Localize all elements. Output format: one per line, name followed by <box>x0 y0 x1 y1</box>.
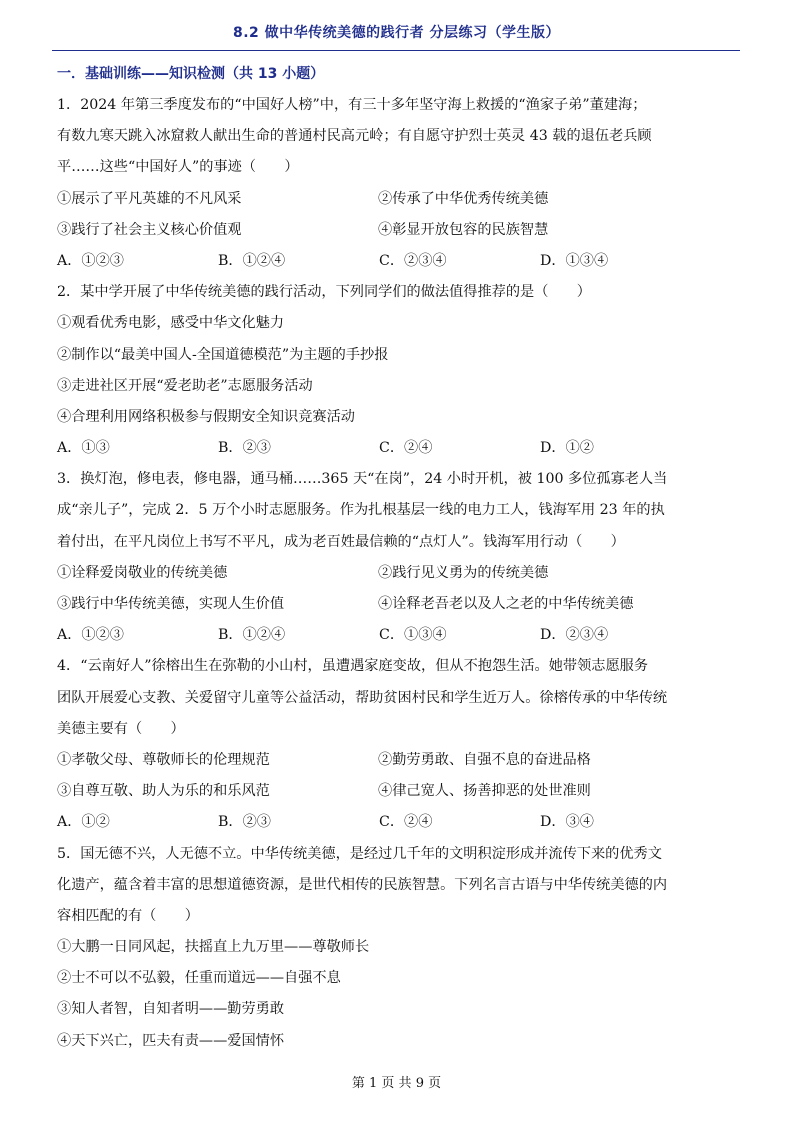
statement-row <box>57 308 747 339</box>
statement-item: ③践行中华传统美德，实现人生价值 <box>57 596 285 612</box>
question-list <box>57 90 747 1057</box>
question-stem-line: 3．换灯泡，修电表，修电器，通马桶……365 天“在岗”，24 小时开机，被 100 多位孤寡老人当 <box>57 471 668 488</box>
statement-row <box>57 184 747 215</box>
statement-item: ①观看优秀电影，感受中华文化魅力 <box>57 315 285 332</box>
answer-options <box>57 620 747 651</box>
answer-options <box>57 433 747 464</box>
question-5 <box>57 839 747 1057</box>
question-stem-line: 有数九寒天跳入冰窟救人献出生命的普通村民高元岭；有自愿守护烈士英灵 43 载的退伍老兵顾 <box>57 128 652 145</box>
statement-row <box>57 776 747 807</box>
statement-row <box>57 932 747 963</box>
answer-option[interactable]: B．①②④ <box>218 252 286 269</box>
question-stem-line: 团队开展爱心支教、关爱留守儿童等公益活动，帮助贫困村民和学生近万人。徐榕传承的中华传统 <box>57 689 668 706</box>
statement-row <box>57 402 747 433</box>
statement-item: ④彰显开放包容的民族智慧 <box>378 221 549 238</box>
answer-option[interactable]: A．①② <box>57 814 110 831</box>
question-stem-line: 美德主要有（ ） <box>57 720 185 737</box>
question-stem-line: 化遗产，蕴含着丰富的思想道德资源，是世代相传的民族智慧。下列名言古语与中华传统美德的内 <box>57 876 668 893</box>
statement-item: ①大鹏一日同风起，扶摇直上九万里——尊敬师长 <box>57 939 370 956</box>
question-stem-line: 5．国无德不兴，人无德不立。中华传统美德，是经过几千年的文明积淀形成并流传下来的优秀文 <box>57 845 662 862</box>
answer-option[interactable]: D．②③④ <box>540 627 609 644</box>
question-1 <box>57 90 747 277</box>
answer-options <box>57 246 747 277</box>
statement-item: ②制作以“最美中国人-全国道德模范”为主题的手抄报 <box>57 346 389 363</box>
question-stem-line: 成“亲儿子”，完成 2．5 万个小时志愿服务。作为扎根基层一线的电力工人，钱海军用 23 年的执 <box>57 502 665 519</box>
question-stem-line: 4．“云南好人”徐榕出生在弥勒的小山村，虽遭遇家庭变故，但从不抱怨生活。她带领志愿服务 <box>57 658 649 675</box>
statement-item: ①诠释爱岗敬业的传统美德 <box>57 564 228 581</box>
answer-option[interactable]: A．①②③ <box>57 627 124 644</box>
statement-row <box>57 589 747 620</box>
header-divider <box>52 50 740 51</box>
statement-item: ③知人者智，自知者明——勤劳勇敢 <box>57 1001 285 1018</box>
statement-item: ④诠释老吾老以及人之老的中华传统美德 <box>378 596 634 612</box>
statement-row <box>57 215 747 246</box>
answer-option[interactable]: C．②③④ <box>379 252 447 269</box>
statement-item: ③践行了社会主义核心价值观 <box>57 221 242 238</box>
statement-item: ②勤劳勇敢、自强不息的奋进品格 <box>378 751 591 768</box>
question-3 <box>57 464 747 651</box>
statement-item: ①展示了平凡英雄的不凡风采 <box>57 190 242 207</box>
statement-item: ①孝敬父母、尊敬师长的伦理规范 <box>57 751 270 768</box>
answer-option[interactable]: D．①③④ <box>540 252 609 269</box>
statement-item: ④律己宽人、扬善抑恶的处世准则 <box>378 783 591 800</box>
statement-row <box>57 1026 747 1057</box>
statement-row <box>57 994 747 1025</box>
question-2 <box>57 277 747 464</box>
answer-option[interactable]: D．③④ <box>540 814 594 831</box>
answer-option[interactable]: C．①③④ <box>379 627 447 644</box>
answer-option[interactable]: A．①②③ <box>57 252 124 269</box>
statement-row <box>57 371 747 402</box>
document-title: 8.2 做中华传统美德的践行者 分层练习（学生版） <box>232 25 561 41</box>
section-heading: 一．基础训练——知识检测（共 13 小题） <box>57 66 325 82</box>
statement-item: ③自尊互敬、助人为乐的和乐风范 <box>57 783 270 800</box>
statement-row <box>57 963 747 994</box>
question-4 <box>57 651 747 838</box>
answer-option[interactable]: B．②③ <box>218 814 271 831</box>
statement-item: ②士不可以不弘毅，任重而道远——自强不息 <box>57 970 341 987</box>
answer-option[interactable]: C．②④ <box>379 814 433 831</box>
statement-item: ③走进社区开展“爱老助老”志愿服务活动 <box>57 377 313 394</box>
page-number: 第 1 页 共 9 页 <box>351 1076 442 1091</box>
answer-option[interactable]: C．②④ <box>379 440 433 457</box>
question-stem-line: 1．2024 年第三季度发布的“中国好人榜”中，有三十多年坚守海上救援的“渔家子弟”董建海； <box>57 97 647 113</box>
answer-option[interactable]: A．①③ <box>57 440 110 457</box>
statement-row <box>57 745 747 776</box>
statement-item: ④天下兴亡，匹夫有责——爱国情怀 <box>57 1032 285 1049</box>
statement-item: ④合理利用网络积极参与假期安全知识竞赛活动 <box>57 408 355 425</box>
answer-option[interactable]: B．②③ <box>218 440 271 457</box>
question-stem-line: 2．某中学开展了中华传统美德的践行活动，下列同学们的做法值得推荐的是（ ） <box>57 284 591 301</box>
statement-row <box>57 558 747 589</box>
question-stem-line: 平……这些“中国好人”的事迹（ ） <box>57 159 299 176</box>
statement-item: ②传承了中华优秀传统美德 <box>378 190 549 207</box>
answer-option[interactable]: D．①② <box>540 440 594 457</box>
statement-item: ②践行见义勇为的传统美德 <box>378 564 549 581</box>
question-stem-line: 容相匹配的有（ ） <box>57 907 199 924</box>
answer-options <box>57 807 747 838</box>
answer-option[interactable]: B．①②④ <box>218 627 286 644</box>
question-stem-line: 着付出，在平凡岗位上书写不平凡，成为老百姓最信赖的“点灯人”。钱海军用行动（ ） <box>57 533 625 550</box>
statement-row <box>57 340 747 371</box>
